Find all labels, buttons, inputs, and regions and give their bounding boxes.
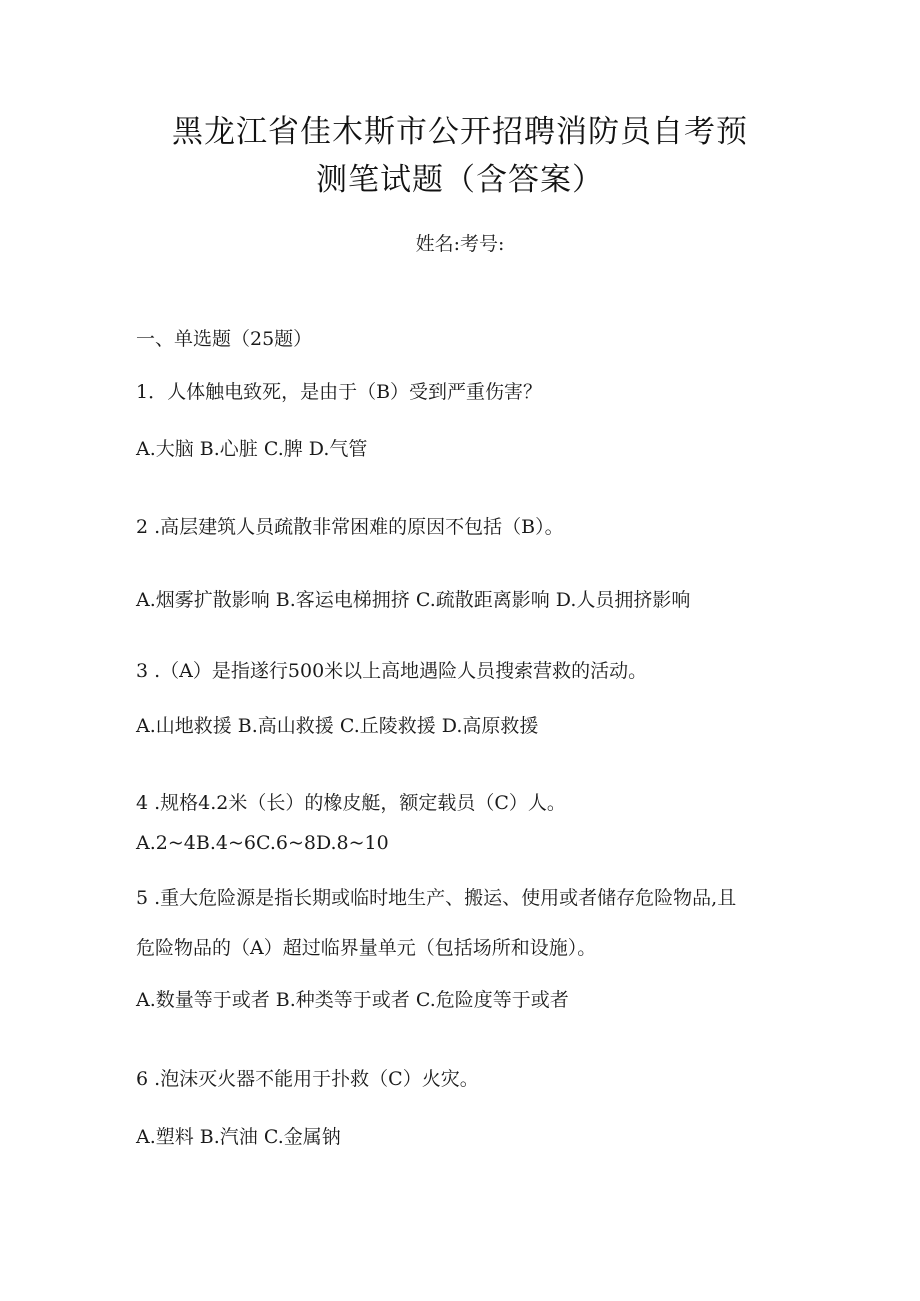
document-title-line-1: 黑龙江省佳木斯市公开招聘消防员自考预 [172, 114, 748, 150]
question-1-options: A.大脑 B.心脏 C.脾 D.气管 [136, 438, 368, 460]
name-field: 姓名:考号: [415, 233, 505, 255]
question-1-stem: 1．人体触电致死，是由于（B）受到严重伤害？ [136, 381, 543, 403]
question-4-stem: 4 .规格4.2米（长）的橡皮艇，额定载员（C）人。 [136, 792, 566, 814]
question-5-stem-line-1: 5 .重大危险源是指长期或临时地生产、搬运、使用或者储存危险物品,且 [136, 887, 737, 909]
question-3-options: A.山地救援 B.高山救援 C.丘陵救援 D.高原救援 [136, 715, 539, 737]
question-3-stem: 3 .（A）是指遂行500米以上高地遇险人员搜索营救的活动。 [136, 660, 648, 682]
question-6-stem: 6 .泡沫灭火器不能用于扑救（C）火灾。 [136, 1068, 479, 1090]
question-2-stem: 2 .高层建筑人员疏散非常困难的原因不包括（B）。 [136, 516, 564, 538]
question-5-options: A.数量等于或者 B.种类等于或者 C.危险度等于或者 [136, 989, 569, 1011]
section-heading: 一、单选题（25题） [136, 328, 313, 350]
question-4-options: A.2~4B.4~6C.6~8D.8~10 [136, 832, 389, 854]
question-2-options: A.烟雾扩散影响 B.客运电梯拥挤 C.疏散距离影响 D.人员拥挤影响 [136, 589, 691, 611]
question-5-stem-line-2: 危险物品的（A）超过临界量单元（包括场所和设施）。 [136, 937, 597, 959]
document-title-line-2: 测笔试题（含答案） [316, 162, 604, 198]
question-6-options: A.塑料 B.汽油 C.金属钠 [136, 1126, 341, 1148]
